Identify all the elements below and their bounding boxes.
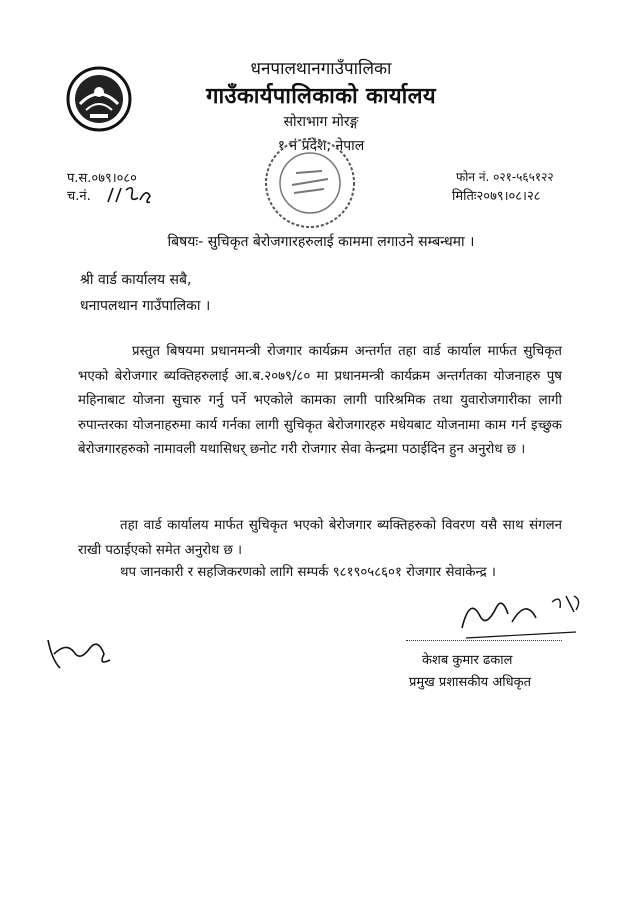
signatory-title: प्रमुख प्रशासकीय अधिकृत [409, 675, 532, 690]
letter-date: मितिः२०७९।०८।२८ [452, 189, 541, 204]
body-paragraph-1: प्रस्तुत बिषयमा प्रधानमन्त्री रोजगार कार्यक्रम अन्तर्गत तहा वार्ड कार्याल मार्फत सुचिकृत भएको बेरोजगार ब्यक्तिहरुलाई आ.ब.२०७९/८० मा प्रधानमन्त्री कार्यक्रम अन्तर्गतका योजनाहरु पुष महिनाबाट योजना सुचारु गर्नु पर्ने भएकोले कामका लागी पारिश्रमिक तथा युवारोजगारीका लागी रुपान्तरका योजनाहरुमा कार्य गर्नका लागी सुचिकृत बेरोजगारहरु मधेयबाट योजनामा काम गर्न इच्छुक बेरोजगारहरुको नामावली यथासिधर् छनोट गरी रोजगार सेवा केन्द्रमा पठाईदिन हुन अनुरोध छ । [78, 344, 562, 457]
officer-signature [456, 588, 586, 644]
dispatch-number-label: च.नं. [67, 189, 91, 204]
phone-number: फोन नं. ०२१-५६५१२२ [456, 170, 554, 184]
addressee-line-1: श्री वार्ड कार्यालय सबै, [80, 272, 192, 288]
reference-number: प.स.०७९।०८० [67, 171, 137, 186]
body-paragraph-2: तहा वार्ड कार्यालय मार्फत सुचिकृत भएको बेरोजगार ब्यक्तिहरुको विवरण यसै साथ संगलन राखी पठाईएको समेत अनुरोध छ । [78, 518, 562, 558]
municipality-name: धनपालथानगाउँपालिका [250, 59, 392, 79]
addressee-line-2: धनापलथान गाउँपालिका । [80, 298, 211, 314]
signatory-name: केशब कुमार ढकाल [422, 653, 513, 668]
office-name: गाउँकार्यपालिकाको कार्यालय [206, 84, 436, 109]
body-paragraph-3: थप जानकारी र सहजिकरणको लागि सम्पर्क ९८१९०५८६०१ रोजगार सेवाकेन्द्र । [120, 565, 496, 580]
handwritten-initials [40, 630, 120, 676]
office-province: १ नं प्रदेश, नेपाल [277, 138, 365, 154]
signature-dotted-line [406, 640, 562, 641]
office-location: सोराभाग मोरङ्ग [283, 114, 359, 130]
letter-subject: बिषयः- सुचिकृत बेरोजगारहरुलाई काममा लगाउने सम्बन्धमा । [167, 234, 475, 250]
handwritten-dispatch-number [104, 182, 154, 208]
office-seal-stamp [262, 135, 358, 231]
